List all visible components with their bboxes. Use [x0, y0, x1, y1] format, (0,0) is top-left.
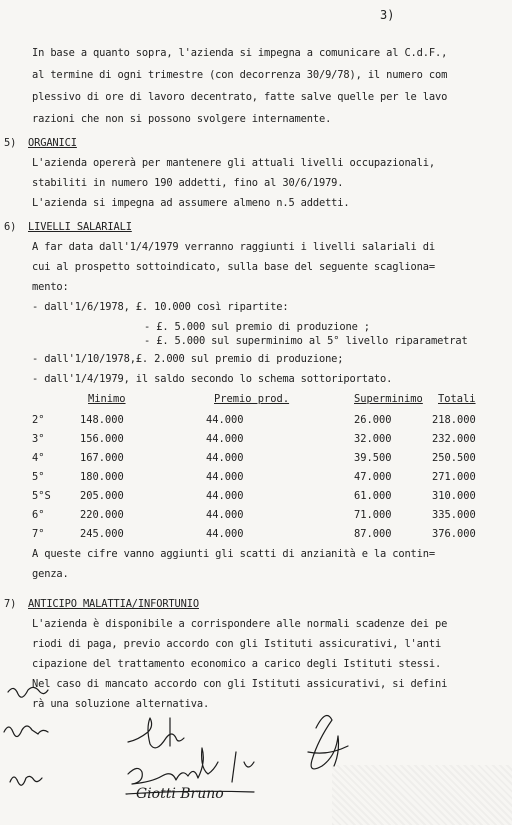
intro-line-2: al termine di ogni trimestre (con decorrenza 30/9/78), il numero com — [32, 69, 448, 81]
table-cell-level: 5° — [32, 471, 45, 483]
table-cell-minimo: 205.000 — [80, 490, 124, 502]
table-cell-totale: 376.000 — [432, 528, 476, 540]
table-cell-minimo: 148.000 — [80, 414, 124, 426]
table-cell-level: 2° — [32, 414, 45, 426]
left-signature-1 — [8, 687, 48, 697]
section5-number: 5) — [4, 137, 17, 149]
table-cell-totale: 250.500 — [432, 452, 476, 464]
table-header-superminimo: Superminimo — [354, 393, 423, 405]
table-cell-level: 4° — [32, 452, 45, 464]
table-cell-totale: 218.000 — [432, 414, 476, 426]
section6-line-7: - dall'1/10/1978,£. 2.000 sul premio di produzione; — [32, 353, 344, 365]
table-cell-totale: 271.000 — [432, 471, 476, 483]
table-header-minimo: Minimo — [88, 393, 126, 405]
intro-line-1: In base a quanto sopra, l'azienda si impegna a comunicare al C.d.F., — [32, 47, 448, 59]
section6-line-3: mento: — [32, 281, 69, 293]
table-cell-totale: 232.000 — [432, 433, 476, 445]
section7-line-5: rà una soluzione alternativa. — [32, 698, 210, 710]
table-row — [32, 528, 512, 541]
section6-number: 6) — [4, 221, 17, 233]
table-cell-level: 5°S — [32, 490, 51, 502]
table-row — [32, 471, 512, 484]
bottom-signature-text: Giotti Bruno — [136, 786, 224, 802]
table-cell-minimo: 180.000 — [80, 471, 124, 483]
left-signature-2 — [4, 726, 48, 737]
table-cell-minimo: 220.000 — [80, 509, 124, 521]
section6-line-4: - dall'1/6/1978, £. 10.000 così ripartite: — [32, 301, 289, 313]
section7-line-2: riodi di paga, previo accordo con gli Istituti assicurativi, l'anti — [32, 638, 442, 650]
section6-line-1: A far data dall'1/4/1979 verranno raggiunti i livelli salariali di — [32, 241, 435, 253]
table-cell-premio: 44.000 — [206, 414, 244, 426]
section7-line-3: cipazione del trattamento economico a carico degli Istituti stessi. — [32, 658, 442, 670]
section6-after-1: A queste cifre vanno aggiunti gli scatti di anzianità e la contin= — [32, 548, 435, 560]
table-cell-premio: 44.000 — [206, 452, 244, 464]
table-cell-superminimo: 71.000 — [354, 509, 392, 521]
intro-line-4: razioni che non si possono svolgere internamente. — [32, 113, 332, 125]
table-cell-premio: 44.000 — [206, 433, 244, 445]
table-header-totali: Totali — [438, 393, 476, 405]
right-signature — [308, 716, 348, 769]
table-cell-totale: 310.000 — [432, 490, 476, 502]
table-cell-minimo: 245.000 — [80, 528, 124, 540]
table-cell-superminimo: 61.000 — [354, 490, 392, 502]
table-cell-premio: 44.000 — [206, 528, 244, 540]
table-cell-superminimo: 26.000 — [354, 414, 392, 426]
section5-line-1: L'azienda opererà per mantenere gli attuali livelli occupazionali, — [32, 157, 435, 169]
salary-table-header — [32, 393, 512, 406]
section6-line-8: - dall'1/4/1979, il saldo secondo lo schema sottoriportato. — [32, 373, 393, 385]
table-row — [32, 490, 512, 503]
page-number: 3) — [380, 8, 395, 22]
table-cell-premio: 44.000 — [206, 471, 244, 483]
section7-line-4: Nel caso di mancato accordo con gli Istituti assicurativi, si defini — [32, 678, 448, 690]
middle-signature-1 — [128, 718, 184, 748]
table-cell-superminimo: 39.500 — [354, 452, 392, 464]
intro-line-3: plessivo di ore di lavoro decentrato, fatte salve quelle per le lavo — [32, 91, 448, 103]
table-cell-totale: 335.000 — [432, 509, 476, 521]
section6-line-5: - £. 5.000 sul premio di produzione ; — [144, 321, 370, 333]
left-signature-3 — [10, 776, 42, 785]
section7-number: 7) — [4, 598, 17, 610]
section6-line-6: - £. 5.000 sul superminimo al 5° livello riparametrat — [144, 335, 468, 347]
table-cell-superminimo: 87.000 — [354, 528, 392, 540]
table-cell-superminimo: 32.000 — [354, 433, 392, 445]
table-row — [32, 433, 512, 446]
table-cell-premio: 44.000 — [206, 490, 244, 502]
table-cell-level: 6° — [32, 509, 45, 521]
middle-signature-2 — [128, 748, 254, 784]
table-row — [32, 509, 512, 522]
table-cell-minimo: 167.000 — [80, 452, 124, 464]
table-row — [32, 452, 512, 465]
table-cell-minimo: 156.000 — [80, 433, 124, 445]
table-cell-superminimo: 47.000 — [354, 471, 392, 483]
section6-line-2: cui al prospetto sottoindicato, sulla base del seguente scagliona= — [32, 261, 435, 273]
table-cell-premio: 44.000 — [206, 509, 244, 521]
table-row — [32, 414, 512, 427]
table-header-premio: Premio prod. — [214, 393, 290, 405]
section7-title: ANTICIPO MALATTIA/INFORTUNIO — [28, 598, 199, 610]
table-cell-level: 7° — [32, 528, 45, 540]
table-cell-level: 3° — [32, 433, 45, 445]
section6-after-2: genza. — [32, 568, 69, 580]
scan-noise — [332, 765, 512, 825]
section5-line-3: L'azienda si impegna ad assumere almeno n.5 addetti. — [32, 197, 350, 209]
section5-line-2: stabiliti in numero 190 addetti, fino al 30/6/1979. — [32, 177, 344, 189]
section6-title: LIVELLI SALARIALI — [28, 221, 132, 233]
section5-title: ORGANICI — [28, 137, 77, 149]
section7-line-1: L'azienda è disponibile a corrispondere alle normali scadenze dei pe — [32, 618, 448, 630]
